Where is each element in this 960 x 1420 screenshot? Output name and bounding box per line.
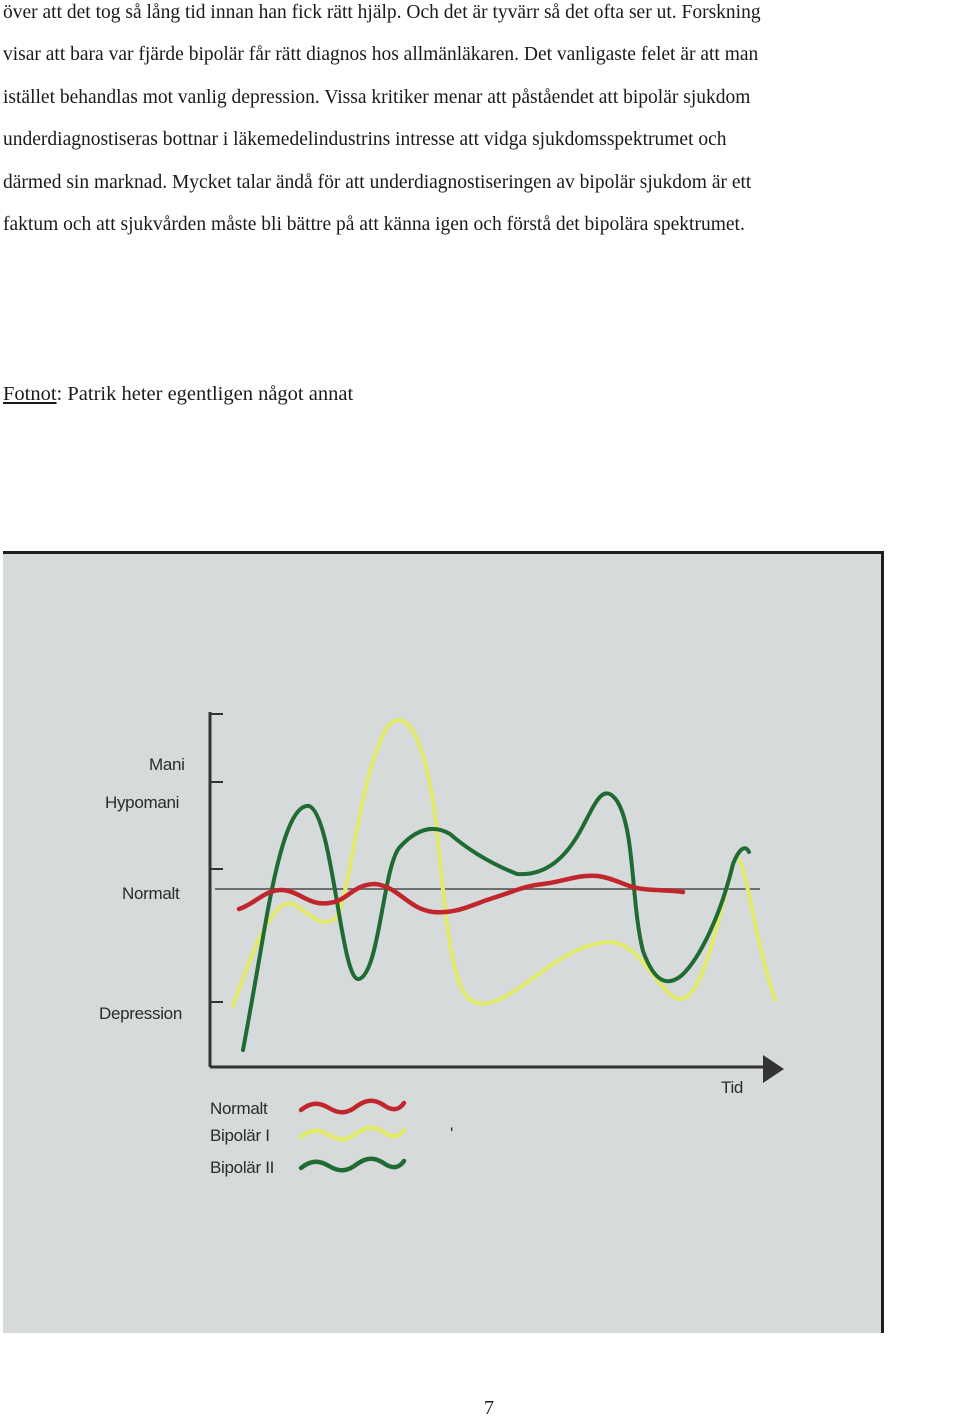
legend-swatch-bipolar-1 [301, 1128, 404, 1140]
series-normalt-line [239, 876, 683, 913]
body-line: därmed sin marknad. Mycket talar ändå för att underdiagnostiseringen av bipolär sjukdom är ett [3, 171, 752, 193]
body-paragraph [3, 0, 955, 246]
legend-swatch-normalt [301, 1101, 404, 1113]
body-line: underdiagnostiseras bottnar i läkemedelindustrins intresse att vidga sjukdomsspektrumet och [3, 129, 727, 151]
x-axis-arrow [763, 1055, 784, 1083]
y-label-depression: Depression [99, 1004, 182, 1023]
body-line: över att det tog så lång tid innan han fick rätt hjälp. Och det är tyvärr så det ofta ser ut. Forskning [3, 2, 761, 23]
body-line: istället behandlas mot vanlig depression. Vissa kritiker menar att påståendet att bipolär sjukdom [3, 86, 751, 108]
body-line: faktum och att sjukvården måste bli bättre på att känna igen och förstå det bipolära spektrumet. [3, 214, 745, 236]
legend-swatch-bipolar-2 [301, 1159, 404, 1171]
footnote-text: Patrik heter egentligen något annat [62, 383, 354, 405]
mood-chart-figure [3, 551, 884, 1333]
legend-label-normalt: Normalt [210, 1099, 268, 1118]
page-number: 7 [484, 1397, 494, 1419]
footnote-separator: : [56, 383, 63, 405]
y-label-normalt: Normalt [122, 884, 180, 903]
footnote-label: Fotnot [3, 383, 57, 405]
stray-mark: ' [450, 1124, 453, 1143]
body-line: visar att bara var fjärde bipolär får rätt diagnos hos allmänläkaren. Det vanligaste felet är att man [3, 44, 759, 66]
legend-label-bipolar-1: Bipolär I [210, 1126, 270, 1145]
x-label-tid: Tid [721, 1078, 744, 1097]
y-label-hypomani: Hypomani [105, 793, 180, 812]
mood-chart-svg [3, 554, 884, 1333]
legend-label-bipolar-2: Bipolär II [210, 1158, 275, 1177]
y-label-mani: Mani [149, 755, 185, 774]
footnote [3, 378, 353, 410]
